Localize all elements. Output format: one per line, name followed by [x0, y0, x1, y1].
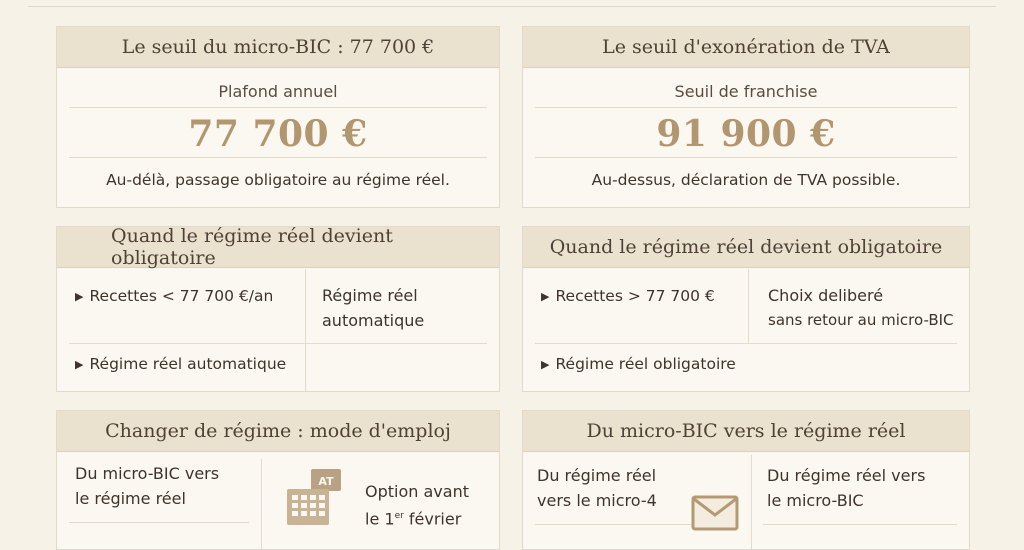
list-item: [541, 287, 715, 305]
divider: [535, 107, 957, 108]
divider: [535, 524, 705, 525]
divider: [261, 459, 262, 549]
regime-result-line: Régime réel: [322, 286, 418, 305]
regime-result: [322, 283, 424, 333]
regime-direction: [767, 463, 925, 513]
divider: [305, 269, 306, 391]
vat-threshold-card: [522, 26, 970, 208]
card-note: Au-dessus, déclaration de TVA possible.: [591, 171, 901, 189]
option-deadline-line: Option avant: [365, 482, 469, 501]
card-title: Quand le régime réel devient obligatoire: [57, 227, 499, 268]
divider: [535, 343, 957, 344]
card-title: Le seuil d'exonération de TVA: [523, 27, 969, 68]
calendar-icon: [285, 467, 343, 529]
card-subtitle: Plafond annuel: [218, 82, 338, 101]
list-item: [75, 355, 286, 373]
divider: [751, 455, 752, 549]
regime-direction-line: Du régime réel vers: [767, 466, 926, 485]
card-title: Changer de régime : mode d'emploj: [57, 411, 499, 452]
divider: [69, 157, 487, 158]
change-regime-card: [56, 410, 500, 550]
card-title: Le seuil du micro-BIC : 77 700 €: [57, 27, 499, 68]
triangle-bullet-icon: ▶: [541, 358, 550, 371]
top-divider: [28, 6, 996, 7]
list-item-text: Régime réel obligatoire: [555, 355, 736, 373]
regime-direction-line: Du régime réel: [537, 466, 657, 485]
micro-bic-to-real-card: [522, 410, 970, 550]
regime-direction-line: vers le micro-4: [537, 491, 657, 510]
triangle-bullet-icon: ▶: [541, 290, 550, 303]
card-title: Quand le régime réel devient obligatoire: [523, 227, 969, 268]
list-item-text: Recettes < 77 700 €/an: [89, 287, 274, 305]
threshold-amount: 77 700 €: [188, 113, 368, 155]
triangle-bullet-icon: ▶: [75, 290, 84, 303]
regime-choice-line: sans retour au micro-BIC: [768, 311, 954, 329]
list-item-text: Recettes > 77 700 €: [555, 287, 715, 305]
regime-choice-line: Choix deliberé: [768, 286, 884, 305]
card-title: Du micro-BIC vers le régime réel: [523, 411, 969, 452]
divider: [763, 524, 957, 525]
divider: [535, 157, 957, 158]
divider: [69, 107, 487, 108]
regime-direction-line: le micro-BIC: [767, 491, 864, 510]
divider: [69, 522, 249, 523]
real-regime-mandatory-card-right: [522, 226, 970, 392]
micro-bic-threshold-card: [56, 26, 500, 208]
card-note: Au-délà, passage obligatoire au régime réel.: [106, 171, 450, 189]
divider: [69, 343, 487, 344]
regime-direction-line: le régime réel: [75, 489, 186, 508]
regime-direction: [537, 463, 657, 513]
list-item-text: Régime réel automatique: [89, 355, 287, 373]
divider: [748, 269, 749, 343]
card-subtitle: Seuil de franchise: [674, 82, 818, 101]
triangle-bullet-icon: ▶: [75, 358, 84, 371]
regime-direction-line: Du micro-BIC vers: [75, 464, 220, 483]
real-regime-mandatory-card-left: [56, 226, 500, 392]
regime-choice: [768, 283, 954, 333]
threshold-amount: 91 900 €: [656, 113, 836, 155]
regime-result-line: automatique: [322, 311, 425, 330]
regime-direction: [75, 461, 219, 511]
option-deadline-line: le 1er février: [365, 509, 462, 529]
option-deadline: [365, 479, 469, 531]
calendar-badge-text: AT: [318, 475, 334, 488]
list-item: [541, 355, 736, 373]
list-item: [75, 287, 273, 305]
envelope-icon: [691, 495, 739, 531]
